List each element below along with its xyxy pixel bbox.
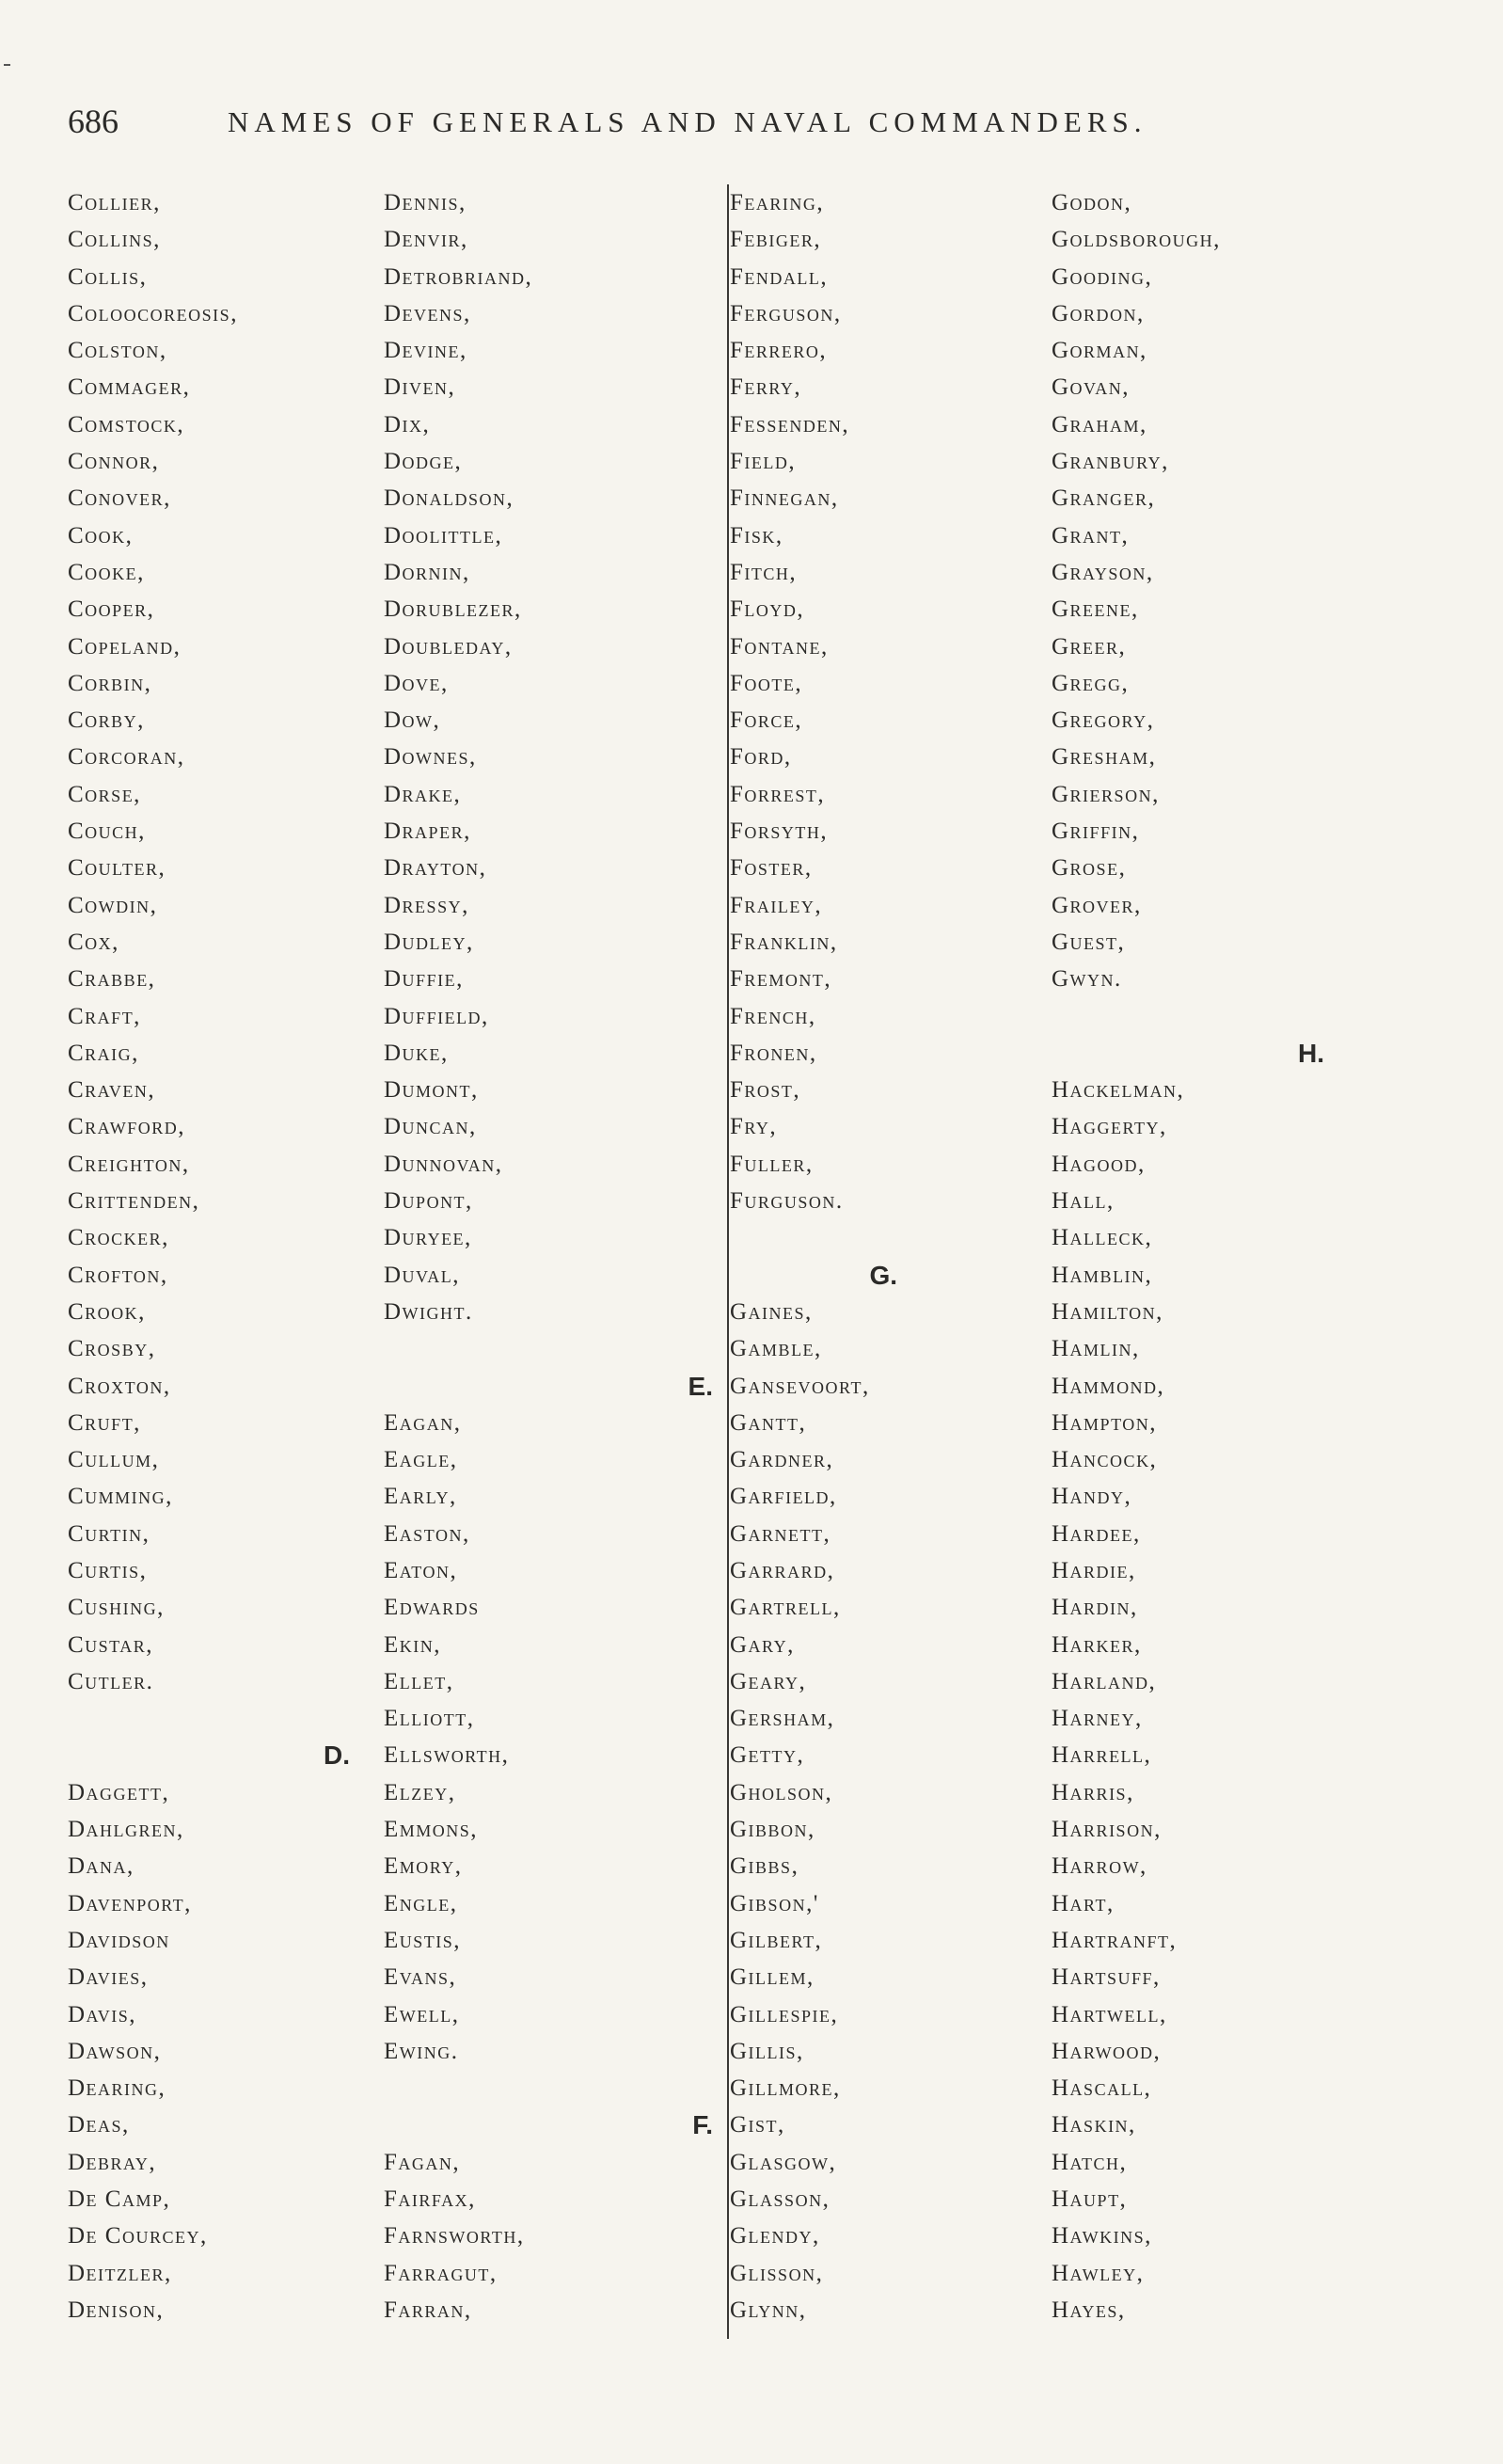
section-letter: G.: [869, 1260, 897, 1290]
name-entry: Hascall,: [1052, 2075, 1152, 2102]
name-entry: Crocker,: [68, 1225, 169, 1251]
name-entry: Fendall,: [730, 263, 829, 290]
name-entry: Glisson,: [730, 2260, 824, 2286]
name-entry: French,: [730, 1003, 816, 1029]
name-entry: Craft,: [68, 1003, 141, 1029]
name-entry: Gregory,: [1052, 707, 1155, 734]
name-entry: Hart,: [1052, 1890, 1115, 1916]
name-entry: Harney,: [1052, 1706, 1143, 1732]
section-letter: H.: [1298, 1038, 1324, 1068]
blank-line: [68, 1700, 350, 1737]
name-entry: Doubleday,: [384, 633, 513, 660]
name-entry: Graham,: [1052, 411, 1147, 437]
name-entry: Hawkins,: [1052, 2223, 1152, 2249]
name-entry: Craig,: [68, 1040, 139, 1066]
name-entry: Corcoran,: [68, 744, 185, 771]
name-entry: Ellet,: [384, 1668, 454, 1694]
name-entry: Dow,: [384, 707, 441, 734]
name-entry: Cumming,: [68, 1484, 173, 1510]
name-entry: Crosby,: [68, 1336, 156, 1362]
name-entry: Haskin,: [1052, 2112, 1136, 2138]
name-entry: Dove,: [384, 670, 449, 696]
name-entry: Gibson,': [730, 1890, 819, 1916]
name-entry: Duval,: [384, 1262, 460, 1288]
name-entry: Colston,: [68, 338, 167, 364]
name-entry: Hartsuff,: [1052, 1964, 1161, 1991]
name-entry: Craven,: [68, 1077, 156, 1104]
name-entry: Field,: [730, 449, 797, 475]
name-entry: Eagle,: [384, 1447, 458, 1473]
name-entry: Floyd,: [730, 596, 805, 623]
name-entry: Downes,: [384, 744, 477, 771]
name-entry: Fry,: [730, 1114, 778, 1140]
name-entry: Godon,: [1052, 190, 1132, 215]
name-entry: Cushing,: [68, 1595, 165, 1621]
name-entry: Glasgow,: [730, 2149, 837, 2175]
name-entry: Duryee,: [384, 1225, 472, 1251]
margin-mark: [4, 64, 10, 66]
name-entry: Grayson,: [1052, 559, 1154, 585]
name-entry: Farran,: [384, 2297, 472, 2323]
name-entry: Elliott,: [384, 1706, 475, 1732]
name-entry: Diven,: [384, 374, 456, 401]
name-entry: Grover,: [1052, 892, 1142, 918]
name-entry: Dudley,: [384, 929, 474, 955]
name-entry: Garfield,: [730, 1484, 837, 1510]
name-entry: Harrison,: [1052, 1817, 1162, 1843]
name-entry: Gillis,: [730, 2038, 804, 2064]
name-entry: Duncan,: [384, 1114, 477, 1140]
name-entry: Govan,: [1052, 374, 1130, 401]
name-entry: Gorman,: [1052, 338, 1147, 364]
names-column-2: [384, 184, 713, 2329]
names-column-4: [1052, 184, 1324, 2329]
name-entry: Ewell,: [384, 2001, 460, 2027]
name-entry: Gardner,: [730, 1447, 834, 1473]
name-entry: Garrard,: [730, 1557, 835, 1583]
name-entry: Greer,: [1052, 633, 1127, 660]
name-entry: Ferry,: [730, 374, 802, 401]
name-entry: Fitch,: [730, 559, 798, 585]
name-entry: Crittenden,: [68, 1188, 200, 1215]
name-entry: Gillmore,: [730, 2075, 841, 2102]
name-entry: Crabbe,: [68, 966, 156, 993]
name-entry: Grose,: [1052, 855, 1127, 882]
name-entry: Harrow,: [1052, 1853, 1147, 1880]
name-entry: Emory,: [384, 1853, 463, 1880]
name-entry: De Camp,: [68, 2186, 171, 2213]
name-entry: Gantt,: [730, 1409, 807, 1436]
name-entry: Haupt,: [1052, 2186, 1128, 2213]
name-entry: Fagan,: [384, 2149, 461, 2175]
name-entry: Easton,: [384, 1520, 470, 1547]
name-entry: Gwyn.: [1052, 966, 1122, 993]
name-entry: Conover,: [68, 485, 171, 512]
name-entry: Gooding,: [1052, 263, 1153, 290]
name-entry: Dahlgren,: [68, 1817, 184, 1843]
name-entry: Gregg,: [1052, 670, 1130, 696]
name-entry: Duffield,: [384, 1003, 489, 1029]
name-entry: Devens,: [384, 300, 471, 326]
name-entry: Devine,: [384, 338, 467, 364]
name-entry: Edwards: [384, 1595, 480, 1621]
name-entry: Custar,: [68, 1631, 153, 1658]
name-entry: Gist,: [730, 2112, 785, 2138]
name-entry: Forsyth,: [730, 819, 829, 845]
name-entry: Eustis,: [384, 1927, 462, 1953]
name-entry: Deitzler,: [68, 2260, 172, 2286]
name-entry: Davidson: [68, 1927, 170, 1953]
name-entry: Coloocoreosis,: [68, 300, 238, 326]
name-entry: Dunnovan,: [384, 1151, 503, 1177]
name-entry: Deas,: [68, 2112, 130, 2138]
name-entry: Gartrell,: [730, 1595, 841, 1621]
name-entry: Dwight.: [384, 1298, 473, 1325]
name-entry: Geary,: [730, 1668, 807, 1694]
name-entry: Fisk,: [730, 522, 783, 548]
name-entry: Granger,: [1052, 485, 1156, 512]
name-entry: Harris,: [1052, 1779, 1134, 1805]
names-column-1: [68, 184, 350, 2329]
name-entry: Evans,: [384, 1964, 457, 1991]
name-entry: Glynn,: [730, 2297, 807, 2323]
blank-line: [730, 1219, 897, 1256]
name-entry: Fontane,: [730, 633, 829, 660]
name-entry: Hall,: [1052, 1188, 1115, 1215]
section-letter: E.: [688, 1371, 713, 1401]
running-title: NAMES OF GENERALS AND NAVAL COMMANDERS.: [228, 105, 1147, 138]
name-entry: Corbin,: [68, 670, 152, 696]
name-entry: Hancock,: [1052, 1447, 1158, 1473]
name-entry: Ford,: [730, 744, 792, 771]
name-entry: Gholson,: [730, 1779, 833, 1805]
name-entry: Frost,: [730, 1077, 801, 1104]
name-entry: Crawford,: [68, 1114, 185, 1140]
name-entry: Hatch,: [1052, 2149, 1128, 2175]
name-entry: Harwood,: [1052, 2038, 1162, 2064]
name-entry: Ferrero,: [730, 338, 828, 364]
name-entry: Guest,: [1052, 929, 1126, 955]
name-entry: Cullum,: [68, 1447, 160, 1473]
name-entry: Force,: [730, 707, 803, 734]
name-entry: Franklin,: [730, 929, 838, 955]
name-entry: Crook,: [68, 1298, 146, 1325]
name-entry: Gresham,: [1052, 744, 1157, 771]
name-entry: Couch,: [68, 819, 146, 845]
name-entry: Early,: [384, 1484, 457, 1510]
name-entry: Croxton,: [68, 1373, 171, 1399]
section-letter: D.: [324, 1741, 350, 1771]
name-entry: Granbury,: [1052, 449, 1169, 475]
name-entry: Draper,: [384, 819, 471, 845]
name-entry: Donaldson,: [384, 485, 514, 512]
name-entry: Emmons,: [384, 1817, 479, 1843]
name-entry: Hartranft,: [1052, 1927, 1178, 1953]
name-entry: Dix,: [384, 411, 431, 437]
name-entry: Ellsworth,: [384, 1742, 510, 1769]
name-entry: Fearing,: [730, 190, 825, 215]
name-entry: Comstock,: [68, 411, 185, 437]
name-entry: Cutler.: [68, 1668, 154, 1694]
name-entry: Hawley,: [1052, 2260, 1145, 2286]
name-entry: Collins,: [68, 227, 161, 253]
section-letter: F.: [692, 2110, 713, 2140]
name-entry: Hardee,: [1052, 1520, 1141, 1547]
blank-line: [1052, 998, 1324, 1035]
name-entry: Dearing,: [68, 2075, 166, 2102]
names-column-3: [730, 184, 897, 2329]
name-entry: Glasson,: [730, 2186, 831, 2213]
name-entry: Cruft,: [68, 1409, 141, 1436]
name-entry: Crofton,: [68, 1262, 168, 1288]
blank-line: [384, 1330, 713, 1367]
name-entry: Daggett,: [68, 1779, 170, 1805]
name-entry: Hardin,: [1052, 1595, 1138, 1621]
name-entry: Davies,: [68, 1964, 149, 1991]
name-entry: Fairfax,: [384, 2186, 476, 2213]
name-entry: Cooper,: [68, 596, 155, 623]
name-entry: Frailey,: [730, 892, 823, 918]
name-entry: Dressy,: [384, 892, 469, 918]
name-entry: Gamble,: [730, 1336, 822, 1362]
name-entry: De Courcey,: [68, 2223, 208, 2249]
column-rule: [727, 184, 729, 2339]
name-entry: Hartwell,: [1052, 2001, 1167, 2027]
name-entry: Detrobriand,: [384, 263, 533, 290]
name-entry: Griffin,: [1052, 819, 1140, 845]
name-entry: Engle,: [384, 1890, 458, 1916]
name-entry: Dumont,: [384, 1077, 479, 1104]
name-entry: Getty,: [730, 1742, 805, 1769]
name-entry: Duffie,: [384, 966, 464, 993]
name-entry: Farragut,: [384, 2260, 498, 2286]
name-entry: Hamlin,: [1052, 1336, 1140, 1362]
name-entry: Grant,: [1052, 522, 1130, 548]
name-entry: Gary,: [730, 1631, 795, 1658]
name-entry: Gillespie,: [730, 2001, 839, 2027]
name-entry: Greene,: [1052, 596, 1139, 623]
name-entry: Garnett,: [730, 1520, 831, 1547]
name-entry: Davenport,: [68, 1890, 192, 1916]
name-entry: Collier,: [68, 190, 161, 215]
name-entry: Hamilton,: [1052, 1298, 1163, 1325]
name-entry: Ewing.: [384, 2038, 459, 2064]
name-entry: Hampton,: [1052, 1409, 1157, 1436]
name-entry: Cook,: [68, 522, 134, 548]
name-entry: Gaines,: [730, 1298, 813, 1325]
name-entry: Cooke,: [68, 559, 145, 585]
name-entry: Gansevoort,: [730, 1373, 870, 1399]
name-entry: Dawson,: [68, 2038, 162, 2064]
name-entry: Hagood,: [1052, 1151, 1146, 1177]
name-entry: Davis,: [68, 2001, 136, 2027]
name-entry: Collis,: [68, 263, 148, 290]
name-entry: Creighton,: [68, 1151, 190, 1177]
name-entry: Glendy,: [730, 2223, 820, 2249]
name-entry: Corse,: [68, 781, 141, 807]
name-entry: Duke,: [384, 1040, 449, 1066]
name-entry: Fuller,: [730, 1151, 814, 1177]
name-entry: Gillem,: [730, 1964, 815, 1991]
name-entry: Goldsborough,: [1052, 227, 1221, 253]
name-entry: Halleck,: [1052, 1225, 1153, 1251]
name-entry: Fremont,: [730, 966, 832, 993]
blank-line: [384, 2070, 713, 2106]
name-entry: Haggerty,: [1052, 1114, 1167, 1140]
name-entry: Grierson,: [1052, 781, 1160, 807]
name-entry: Foster,: [730, 855, 813, 882]
name-entry: Copeland,: [68, 633, 182, 660]
name-entry: Fronen,: [730, 1040, 817, 1066]
name-entry: Commager,: [68, 374, 191, 401]
name-entry: Hammond,: [1052, 1373, 1165, 1399]
name-entry: Ekin,: [384, 1631, 442, 1658]
name-entry: Gibbs,: [730, 1853, 799, 1880]
name-entry: Hamblin,: [1052, 1262, 1153, 1288]
name-entry: Drayton,: [384, 855, 487, 882]
name-entry: Dorublezer,: [384, 596, 522, 623]
name-entry: Harrell,: [1052, 1742, 1152, 1769]
name-entry: Dana,: [68, 1853, 134, 1880]
name-entry: Harland,: [1052, 1668, 1157, 1694]
name-entry: Hackelman,: [1052, 1077, 1185, 1104]
name-entry: Farnsworth,: [384, 2223, 525, 2249]
name-entry: Corby,: [68, 707, 145, 734]
name-entry: Drake,: [384, 781, 462, 807]
name-entry: Dodge,: [384, 449, 463, 475]
name-entry: Dupont,: [384, 1188, 473, 1215]
name-entry: Denison,: [68, 2297, 165, 2323]
name-entry: Connor,: [68, 449, 160, 475]
name-entry: Forrest,: [730, 781, 826, 807]
name-entry: Handy,: [1052, 1484, 1132, 1510]
name-entry: Gibbon,: [730, 1817, 815, 1843]
name-entry: Hayes,: [1052, 2297, 1126, 2323]
name-entry: Denvir,: [384, 227, 468, 253]
name-entry: Eagan,: [384, 1409, 462, 1436]
name-entry: Ferguson,: [730, 300, 842, 326]
name-entry: Dornin,: [384, 559, 470, 585]
name-entry: Harker,: [1052, 1631, 1142, 1658]
name-entry: Curtin,: [68, 1520, 150, 1547]
name-entry: Gersham,: [730, 1706, 835, 1732]
name-entry: Curtis,: [68, 1557, 148, 1583]
name-entry: Fessenden,: [730, 411, 850, 437]
name-entry: Eaton,: [384, 1557, 458, 1583]
name-entry: Elzey,: [384, 1779, 456, 1805]
name-entry: Gilbert,: [730, 1927, 823, 1953]
page-number: 686: [68, 103, 119, 140]
name-entry: Foote,: [730, 670, 803, 696]
name-entry: Doolittle,: [384, 522, 503, 548]
name-entry: Cox,: [68, 929, 119, 955]
name-entry: Finnegan,: [730, 485, 839, 512]
name-entry: Cowdin,: [68, 892, 158, 918]
name-entry: Febiger,: [730, 227, 822, 253]
name-entry: Debray,: [68, 2149, 157, 2175]
name-entry: Hardie,: [1052, 1557, 1136, 1583]
name-entry: Gordon,: [1052, 300, 1145, 326]
name-entry: Dennis,: [384, 190, 467, 215]
name-entry: Coulter,: [68, 855, 166, 882]
name-entry: Furguson.: [730, 1188, 844, 1215]
page-header: [68, 102, 1384, 149]
